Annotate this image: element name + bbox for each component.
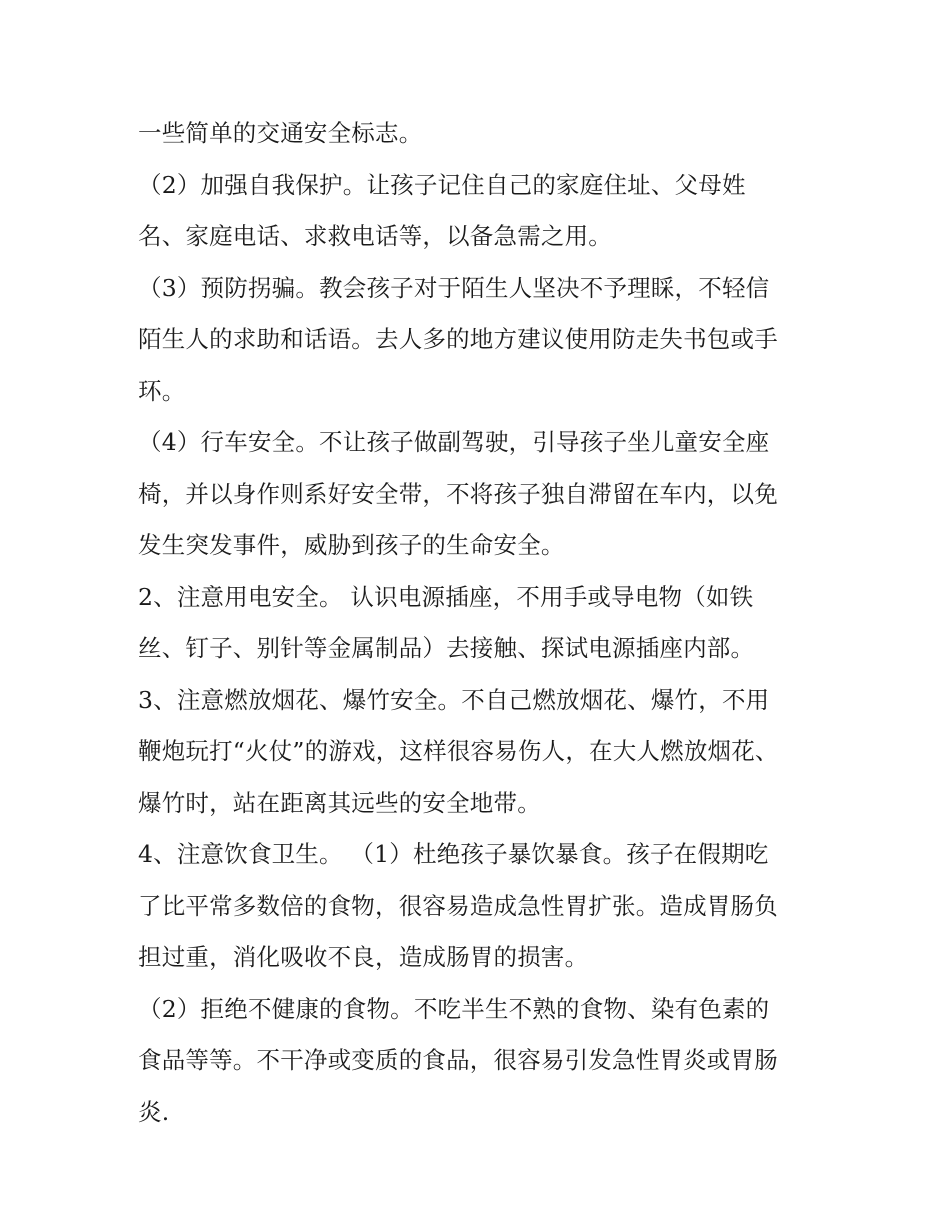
text-line: 丝、钉子、别针等金属制品）去接触、探试电源插座内部。 <box>138 634 755 662</box>
text-line: （2）拒绝不健康的食物。不吃半生不熟的食物、染有色素的 <box>138 994 770 1023</box>
text-line: 鞭炮玩打“火仗”的游戏，这样很容易伤人，在大人燃放烟花、 <box>138 737 779 765</box>
text-line: 4、注意饮食卫生。 （1）杜绝孩子暴饮暴食。孩子在假期吃 <box>138 840 769 868</box>
text-line: （2）加强自我保护。让孩子记住自己的家庭住址、父母姓 <box>138 170 746 199</box>
text-line: 食品等等。不干净或变质的食品，很容易引发急性胃炎或胃肠 <box>138 1046 778 1074</box>
text-line: 陌生人的求助和话语。去人多的地方建议使用防走失书包或手 <box>138 325 778 353</box>
text-line: 3、注意燃放烟花、爆竹安全。不自己燃放烟花、爆竹，不用 <box>138 685 770 714</box>
text-line: （3）预防拐骗。教会孩子对于陌生人坚决不予理睬，不轻信 <box>138 273 770 302</box>
text-line: 环。 <box>138 376 186 405</box>
text-line: 一些简单的交通安全标志。 <box>138 119 423 147</box>
text-line: 发生突发事件，威胁到孩子的生命安全。 <box>138 531 565 559</box>
text-line: 爆竹时，站在距离其远些的安全地带。 <box>138 788 541 817</box>
text-line: 椅，并以身作则系好安全带，不将孩子独自滞留在车内，以免 <box>138 479 778 508</box>
text-line: 2、注意用电安全。 认识电源插座，不用手或导电物（如铁 <box>138 582 754 611</box>
text-line: （4）行车安全。不让孩子做副驾驶，引导孩子坐儿童安全座 <box>138 428 770 456</box>
text-line: 名、家庭电话、求救电话等，以备急需之用。 <box>138 222 612 250</box>
document-body <box>138 108 828 1138</box>
text-line: 炎. <box>138 1097 170 1126</box>
text-line: 担过重，消化吸收不良，造成肠胃的损害。 <box>138 943 589 971</box>
text-line: 了比平常多数倍的食物，很容易造成急性胃扩张。造成胃肠负 <box>138 891 778 920</box>
